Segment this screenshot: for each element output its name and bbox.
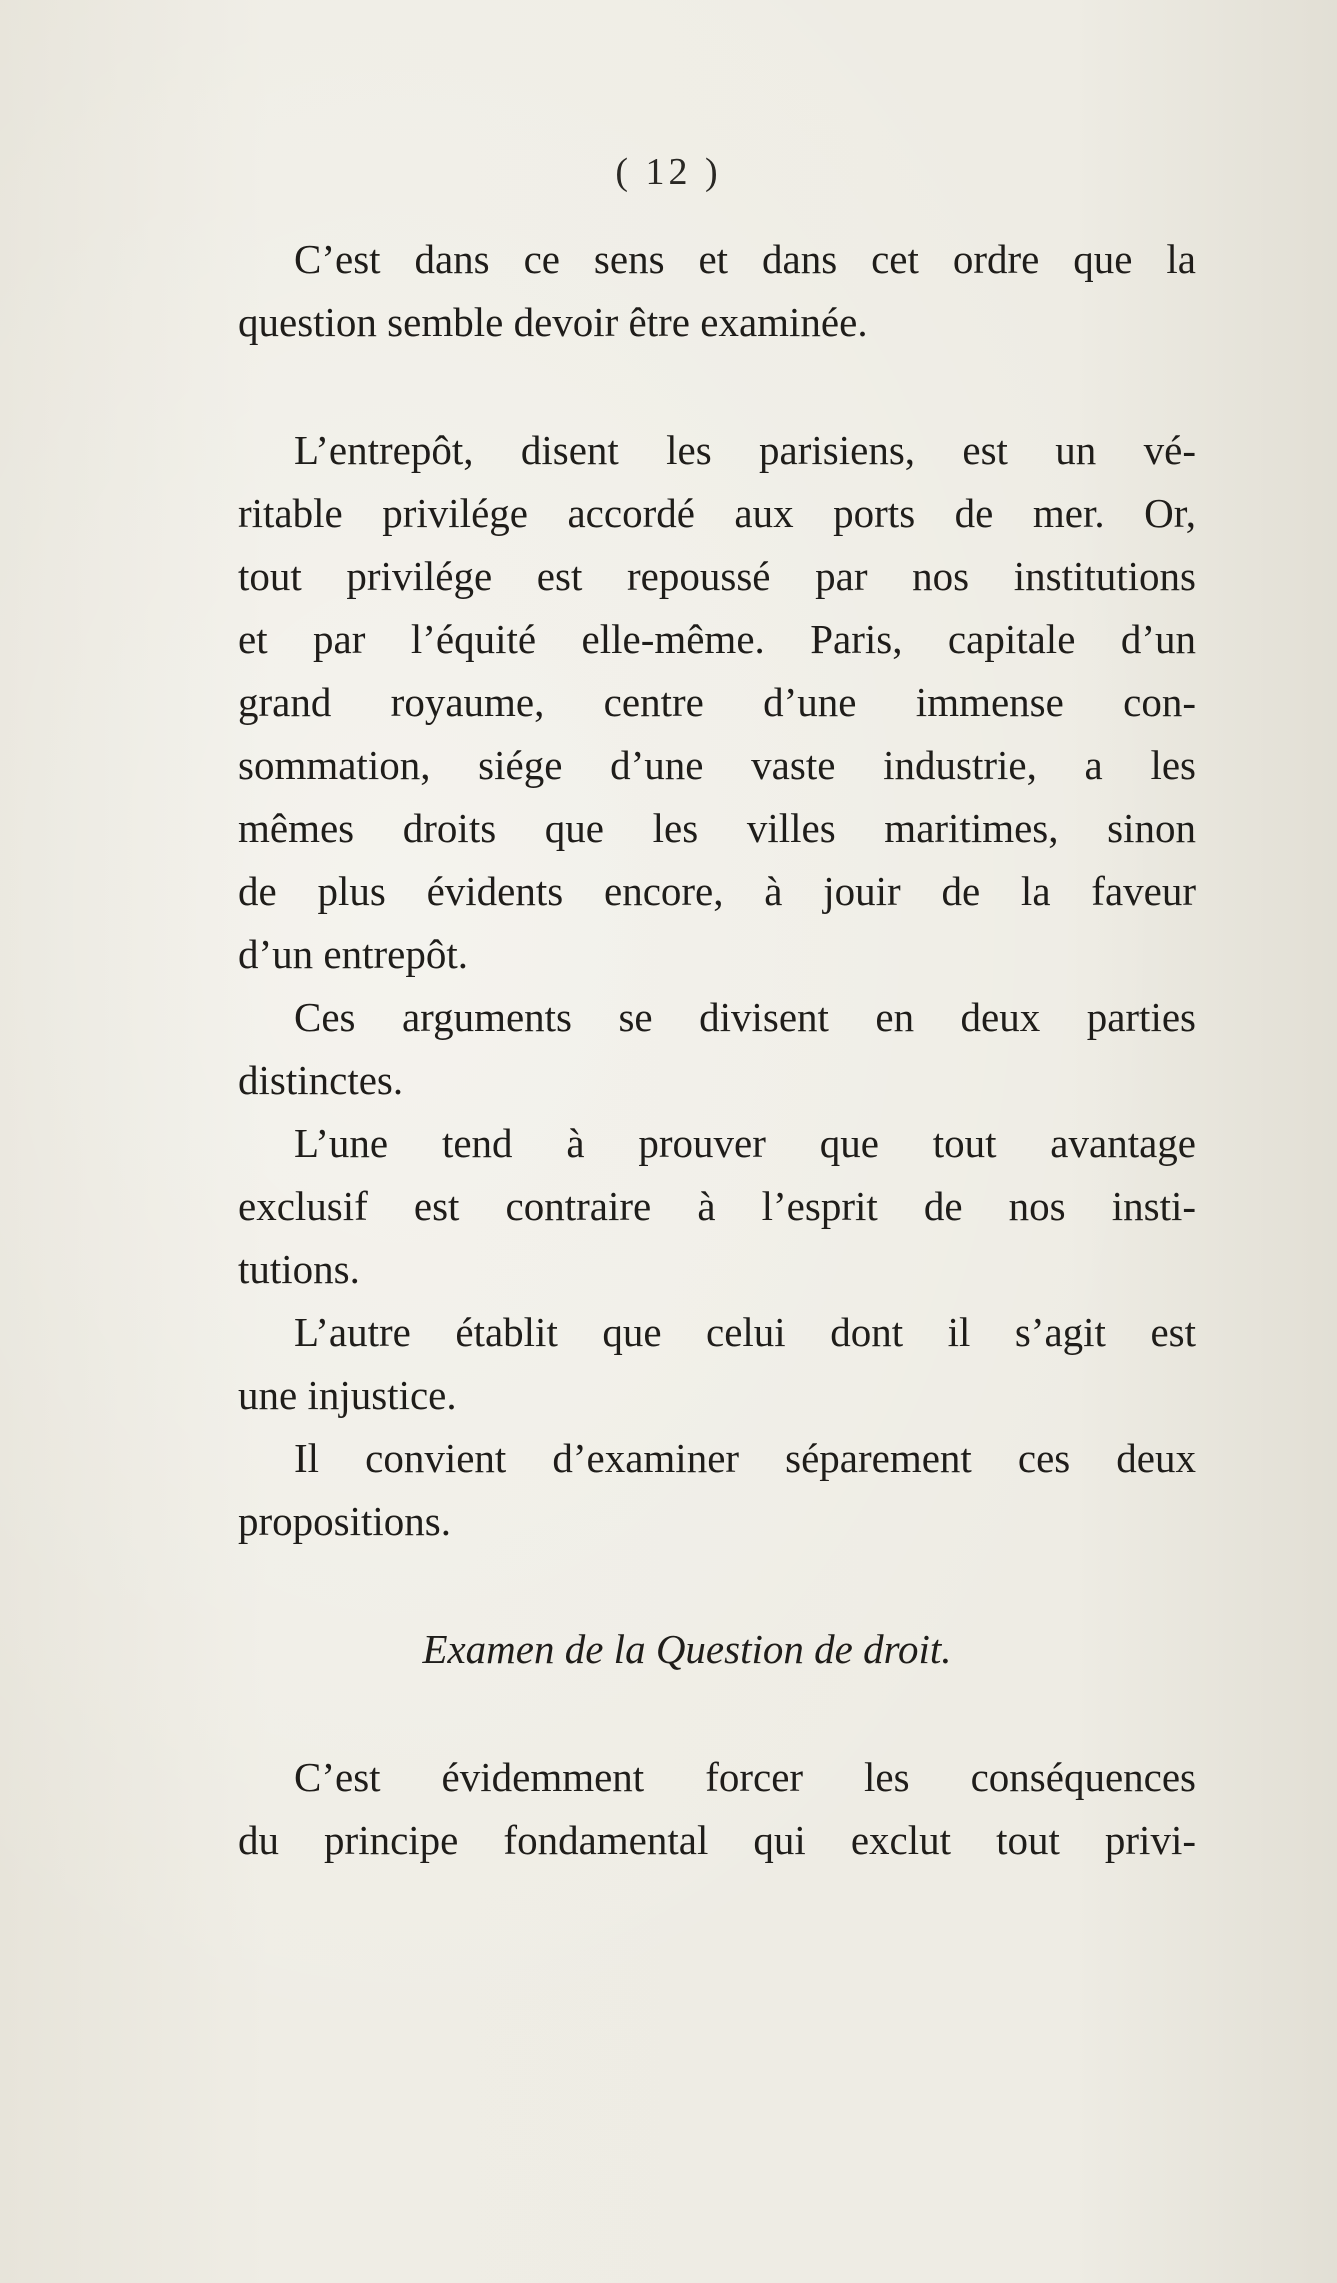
section-heading: Examen de la Question de droit. [422, 1626, 952, 1672]
text-line: C’est dans ce sens et dans cet ordre que la [294, 236, 1196, 282]
text-line: une injustice. [238, 1372, 457, 1418]
text-line: tutions. [238, 1246, 360, 1292]
text-line: grand royaume, centre d’une immense con- [238, 679, 1196, 725]
text-line: Il convient d’examiner séparement ces deux [294, 1435, 1196, 1481]
text-line: Ces arguments se divisent en deux parties [294, 994, 1196, 1040]
text-line: question semble devoir être examinée. [238, 299, 868, 345]
text-line: L’une tend à prouver que tout avantage [294, 1120, 1196, 1166]
text-line: tout privilége est repoussé par nos institutions [238, 553, 1196, 599]
body-text [238, 228, 1196, 1872]
text-line: ritable privilége accordé aux ports de mer. Or, [238, 490, 1196, 536]
text-line: de plus évidents encore, à jouir de la faveur [238, 868, 1196, 914]
text-line: L’entrepôt, disent les parisiens, est un vé- [294, 427, 1196, 473]
text-line: C’est évidemment forcer les conséquences [294, 1754, 1196, 1800]
text-line: L’autre établit que celui dont il s’agit est [294, 1309, 1196, 1355]
text-line: distinctes. [238, 1057, 404, 1103]
text-line: propositions. [238, 1498, 451, 1544]
text-line: sommation, siége d’une vaste industrie, a les [238, 742, 1196, 788]
text-line: et par l’équité elle-même. Paris, capitale d’un [238, 616, 1196, 662]
text-line: d’un entrepôt. [238, 931, 468, 977]
text-line: mêmes droits que les villes maritimes, sinon [238, 805, 1196, 851]
text-line: exclusif est contraire à l’esprit de nos insti- [238, 1183, 1196, 1229]
text-line: du principe fondamental qui exclut tout privi- [238, 1817, 1196, 1863]
page-number: ( 12 ) [615, 151, 722, 193]
